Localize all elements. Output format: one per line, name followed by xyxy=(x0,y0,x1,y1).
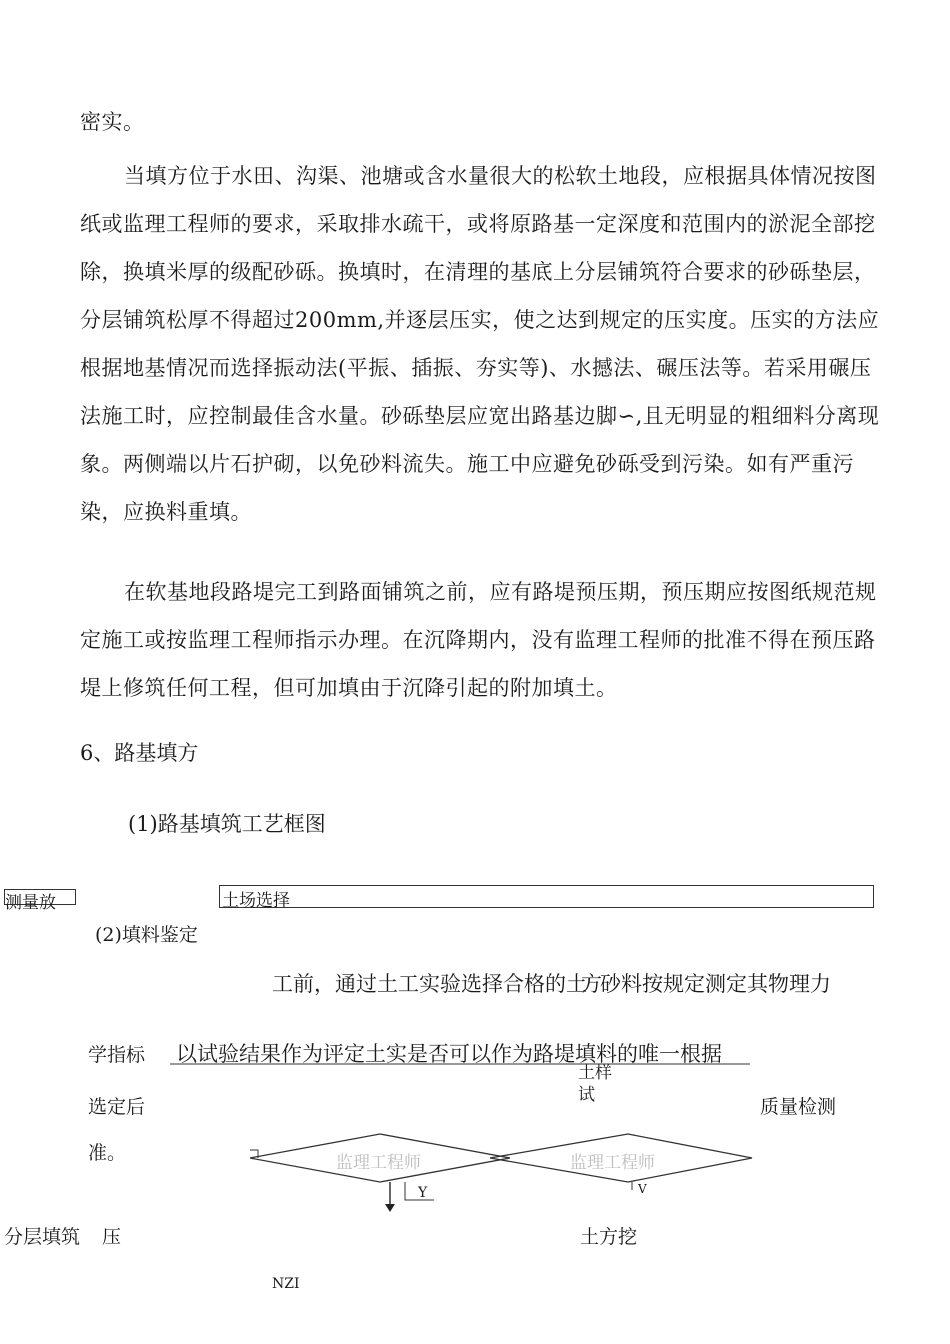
left-label-mech: 学指标 xyxy=(88,1044,146,1066)
text-line-test-start: 工前，通过土工实验选择合格的 xyxy=(272,972,566,996)
text-line-test-end: 砂料按规定测定其物理力 xyxy=(600,972,831,996)
subheading-process-chart: (1)路基填筑工艺框图 xyxy=(128,812,326,836)
compaction-label: 压 xyxy=(102,1226,122,1248)
left-label-standard: 准。 xyxy=(88,1142,127,1164)
excavation-label: 土方挖 xyxy=(580,1226,638,1248)
soil-field-label: 土场选择 xyxy=(222,891,290,911)
yes-label-right: V xyxy=(638,1182,647,1196)
diamond-left-label: 监理工程师 xyxy=(336,1153,421,1173)
left-label-select: 选定后 xyxy=(88,1096,146,1118)
measure-box-label: 测量放 xyxy=(5,893,56,913)
paragraph-preload-period: 在软基地段路堤完工到路面铺筑之前，应有路堤预压期，预压期应按图纸规范规定施工或按监理工程师指示办理。在沉降期内，没有监理工程师的批准不得在预压路堤上修筑任何工程，但可加填由于沉降引起的附加填土。 xyxy=(80,580,877,700)
layered-fill-label: 分层填筑 xyxy=(4,1226,81,1248)
section-heading-fill: 6、路基填方 xyxy=(80,741,199,765)
text-line-test-overlap: 土方 xyxy=(566,972,596,996)
diamond-right-label: 监理工程师 xyxy=(570,1153,655,1173)
arrow-head xyxy=(385,1204,395,1212)
soil-sample-test-label: 试 xyxy=(578,1085,595,1105)
soil-sample-label: 土样 xyxy=(578,1063,612,1083)
subheading-fill-identification: (2)填料鉴定 xyxy=(95,924,198,946)
paragraph-soft-ground-fill: 当填方位于水田、沟渠、池塘或含水量很大的松软土地段，应根据具体情况按图纸或监理工程师的要求，采取排水疏干，或将原路基一定深度和范围内的淤泥全部挖除，换填米厚的级配砂砾。换填时，在清理的基底上分层铺筑符合要求的砂砾垫层，分层铺筑松厚不得超过200mm,并逐层压实，使之达到规定的压实度。压实的方法应根据地基情况而选择振动法(平振、插振、夯实等)、水撼法、碾压法等。若采用碾压法施工时，应控制最佳含水量。砂砾垫层应宽出路基边脚∽,且无明显的粗细料分离现象。两侧端以片石护砌，以免砂料流失。施工中应避免砂砾受到污染。如有严重污染，应换料重填。 xyxy=(80,164,880,524)
yes-label-left: Y xyxy=(418,1185,428,1201)
footer-mark: NZI xyxy=(272,1276,300,1292)
text-line-basis: 以试验结果作为评定土实是否可以作为路堤填料的唯一根据 xyxy=(176,1042,722,1066)
quality-test-label: 质量检测 xyxy=(760,1096,837,1118)
paragraph-end-previous: 密实。 xyxy=(80,110,145,134)
